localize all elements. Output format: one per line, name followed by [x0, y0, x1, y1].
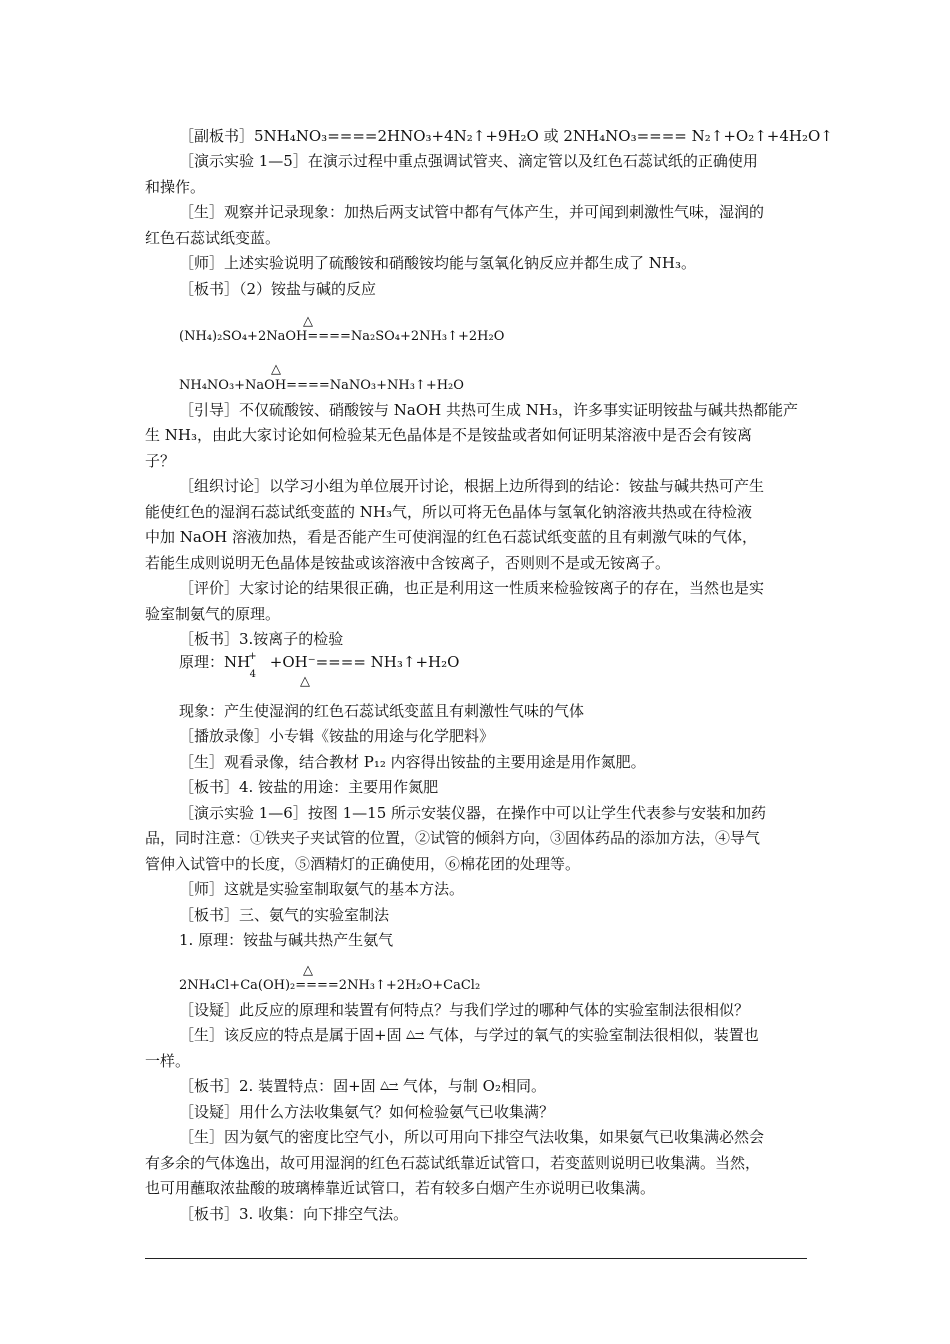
heat-symbol: △: [303, 314, 313, 329]
question-2: ［设疑］用什么方法收集氨气？如何检验氨气已收集满？: [179, 1103, 555, 1121]
principle-label: 原理：NH: [179, 653, 251, 671]
question-1: ［设疑］此反应的原理和装置有何特点？与我们学过的哪种气体的实验室制法很相似？: [179, 1001, 750, 1019]
board-section-3: ［板书］三、氨气的实验室制法: [179, 906, 390, 924]
equation-ammonium-sulfate: (NH₄)₂SO₄+2NaOH====Na₂SO₄+2NH₃↑+2H₂O: [179, 329, 505, 344]
teacher-remark: ［师］上述实验说明了硫酸铵和硝酸铵均能与氢氧化钠反应并都生成了 NH₃。: [179, 254, 696, 272]
heat-arrow-symbol: △→: [406, 1027, 425, 1040]
guidance: ［引导］不仅硫酸铵、硝酸铵与 NaOH 共热可生成 NH₃，许多事实证明铵盐与碱共热都能产: [179, 401, 798, 419]
superscript-plus: +: [248, 651, 257, 662]
student-observation: ［生］观察并记录现象：加热后两支试管中都有气体产生，并可闻到刺激性气味，湿润的: [179, 203, 765, 221]
device-part-a: ［板书］2. 装置特点：固+固: [179, 1077, 381, 1095]
subscript-four: 4: [249, 669, 256, 680]
equation-ammonium-chloride: 2NH₄Cl+Ca(OH)₂====2NH₃↑+2H₂O+CaCl₂: [179, 978, 481, 993]
paragraph-line: 一样。: [145, 1052, 191, 1070]
principle-heading: 1. 原理：铵盐与碱共热产生氨气: [179, 931, 394, 949]
demo-experiment-1-5: ［演示实验 1—5］在演示过程中重点强调试管夹、滴定管以及红色石蕊试纸的正确使用: [179, 152, 758, 170]
principle-rest: +OH⁻==== NH₃↑+H₂O: [264, 653, 460, 671]
paragraph-line: 生 NH₃，由此大家讨论如何检验某无色晶体是不是铵盐或者如何证明某溶液中是否会有铵离: [145, 426, 752, 444]
board-heading-2: ［板书］（2）铵盐与碱的反应: [179, 280, 377, 298]
paragraph-line: 品，同时注意：①铁夹子夹试管的位置，②试管的倾斜方向，③固体药品的添加方法，④导气: [145, 829, 761, 847]
paragraph-line: 红色石蕊试纸变蓝。: [145, 229, 281, 247]
paragraph-line: 和操作。: [145, 178, 206, 196]
equation-ammonium-nitrate: NH₄NO₃+NaOH====NaNO₃+NH₃↑+H₂O: [179, 378, 464, 393]
footer-divider: [145, 1258, 807, 1259]
board-heading-4: ［板书］4. 铵盐的用途：主要用作氮肥: [179, 778, 439, 796]
paragraph-line: 管伸入试管中的长度，⑤酒精灯的正确使用，⑥棉花团的处理等。: [145, 855, 581, 873]
answer-part-a: ［生］该反应的特点是属于固+固: [179, 1026, 407, 1044]
paragraph-line: 有多余的气体逸出，故可用湿润的红色石蕊试纸靠近试管口，若变蓝则说明已收集满。当然，: [145, 1154, 761, 1172]
heat-symbol: △: [271, 362, 281, 377]
board-collection: ［板书］3. 收集：向下排空气法。: [179, 1205, 409, 1223]
student-answer-1: [179, 1025, 759, 1047]
paragraph-line: 能使红色的湿润石蕊试纸变蓝的 NH₃气，所以可将无色晶体与氢氧化钠溶液共热或在待检液: [145, 503, 752, 521]
heat-symbol: △: [303, 963, 313, 978]
student-watch: ［生］观看录像，结合教材 P₁₂ 内容得出铵盐的主要用途是用作氮肥。: [179, 753, 646, 771]
group-discussion: ［组织讨论］以学习小组为单位展开讨论，根据上边所得到的结论：铵盐与碱共热可产生: [179, 477, 765, 495]
sub-board-equation: ［副板书］5NH₄NO₃====2HNO₃+4N₂↑+9H₂O 或 2NH₄NO₃==== N₂↑+O₂↑+4H₂O↑: [179, 127, 833, 145]
paragraph-line: 也可用蘸取浓盐酸的玻璃棒靠近试管口，若有较多白烟产生亦说明已收集满。: [145, 1179, 656, 1197]
board-heading-3: ［板书］3.铵离子的检验: [179, 630, 344, 648]
board-device-features: [179, 1076, 546, 1098]
student-answer-2: ［生］因为氨气的密度比空气小，所以可用向下排空气法收集，如果氨气已收集满必然会: [179, 1128, 765, 1146]
principle-equation: [179, 651, 460, 680]
device-part-b: 气体，与制 O₂相同。: [398, 1077, 546, 1095]
phenomenon: 现象：产生使湿润的红色石蕊试纸变蓝且有刺激性气味的气体: [179, 702, 585, 720]
paragraph-line: 中加 NaOH 溶液加热，看是否能产生可使润湿的红色石蕊试纸变蓝的且有刺激气味的气体，: [145, 528, 757, 546]
play-video: ［播放录像］小专辑《铵盐的用途与化学肥料》: [179, 727, 495, 745]
answer-part-b: 气体，与学过的氧气的实验室制法很相似，装置也: [424, 1026, 759, 1044]
heat-symbol: △: [300, 674, 310, 689]
paragraph-line: 子？: [145, 452, 176, 470]
paragraph-line: 若能生成则说明无色晶体是铵盐或该溶液中含铵离子，否则则不是或无铵离子。: [145, 554, 671, 572]
heat-arrow-symbol: △→: [380, 1078, 399, 1091]
evaluation: ［评价］大家讨论的结果很正确，也正是利用这一性质来检验铵离子的存在，当然也是实: [179, 579, 765, 597]
paragraph-line: 验室制氨气的原理。: [145, 605, 281, 623]
demo-experiment-1-6: ［演示实验 1—6］按图 1—15 所示安装仪器，在操作中可以让学生代表参与安装和加药: [179, 804, 767, 822]
teacher-remark: ［师］这就是实验室制取氨气的基本方法。: [179, 880, 465, 898]
